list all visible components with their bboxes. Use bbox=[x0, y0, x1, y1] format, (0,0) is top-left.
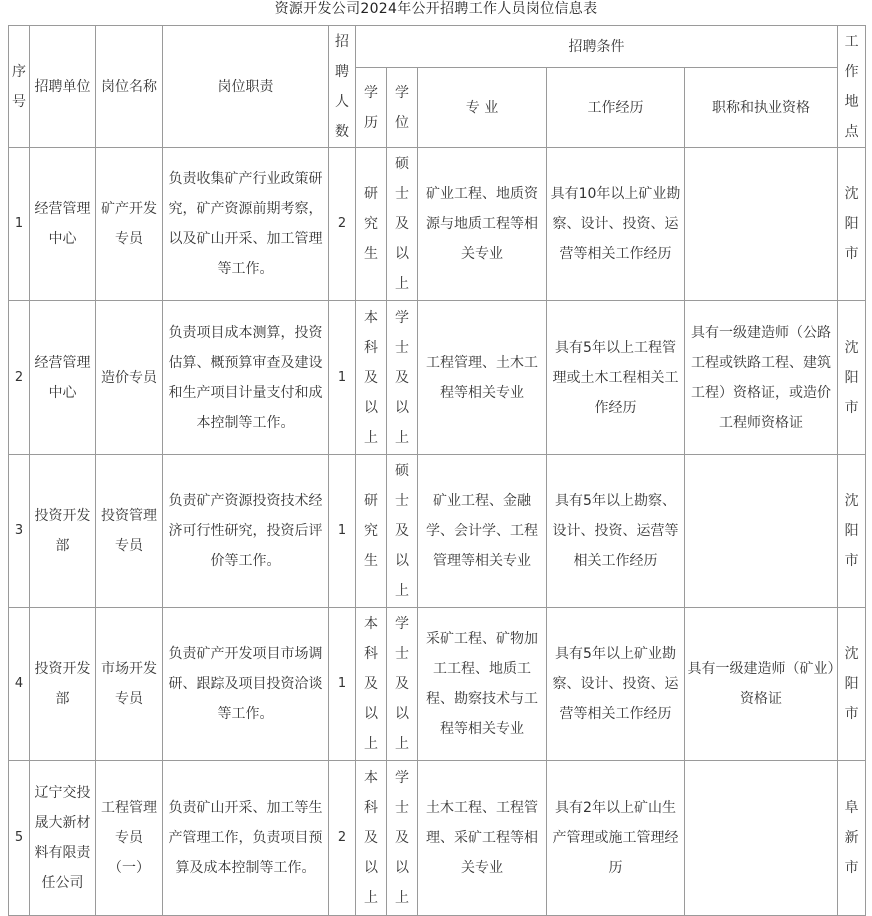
vertical-char: 以 bbox=[364, 706, 378, 722]
vertical-char: 历 bbox=[364, 114, 378, 131]
header-location bbox=[838, 26, 866, 148]
cell-degree bbox=[387, 301, 418, 455]
vertical-char: 聘 bbox=[335, 63, 349, 80]
cell-location bbox=[838, 608, 866, 761]
page-title: 资源开发公司2024年公开招聘工作人员岗位信息表 bbox=[274, 1, 598, 17]
vertical-char: 上 bbox=[364, 890, 378, 906]
vertical-char: 学 bbox=[395, 616, 409, 632]
header-row-1 bbox=[9, 26, 866, 68]
header-experience: 工作经历 bbox=[547, 68, 685, 148]
vertical-char: 市 bbox=[844, 553, 859, 569]
cell-education bbox=[356, 761, 387, 916]
vertical-char: 及 bbox=[364, 676, 378, 692]
vertical-char: 上 bbox=[395, 276, 409, 292]
cell-unit: 投资开发部 bbox=[30, 608, 96, 761]
vertical-char: 研 bbox=[364, 493, 378, 509]
cell-position: 工程管理专员（一） bbox=[96, 761, 163, 916]
cell-duties: 负责矿产开发项目市场调研、跟踪及项目投资洽谈等工作。 bbox=[163, 608, 329, 761]
cell-education bbox=[356, 148, 387, 301]
cell-unit: 投资开发部 bbox=[30, 455, 96, 608]
vertical-char: 学 bbox=[395, 770, 409, 786]
cell-experience: 具有5年以上勘察、设计、投资、运营等相关工作经历 bbox=[547, 455, 685, 608]
cell-qualification bbox=[685, 455, 838, 608]
cell-position: 投资管理专员 bbox=[96, 455, 163, 608]
header-conditions: 招聘条件 bbox=[356, 26, 838, 68]
vertical-char: 序 bbox=[12, 63, 26, 80]
vertical-char: 硕 bbox=[395, 156, 409, 172]
cell-count: 2 bbox=[329, 761, 356, 916]
vertical-char: 工 bbox=[844, 33, 859, 50]
table-row bbox=[9, 455, 866, 608]
cell-duties: 负责项目成本测算，投资估算、概预算审查及建设和生产项目计量支付和成本控制等工作。 bbox=[163, 301, 329, 455]
vertical-char: 士 bbox=[395, 186, 409, 202]
vertical-char: 究 bbox=[364, 216, 378, 232]
vertical-char: 上 bbox=[395, 736, 409, 752]
header-unit: 招聘单位 bbox=[30, 26, 96, 148]
vertical-char: 作 bbox=[844, 63, 859, 80]
vertical-char: 市 bbox=[844, 706, 859, 722]
vertical-char: 及 bbox=[395, 523, 409, 539]
vertical-char: 以 bbox=[364, 860, 378, 876]
vertical-char: 以 bbox=[395, 706, 409, 722]
vertical-char: 士 bbox=[395, 493, 409, 509]
table-row bbox=[9, 301, 866, 455]
vertical-char: 以 bbox=[364, 399, 378, 416]
vertical-char: 号 bbox=[12, 93, 26, 110]
vertical-char: 上 bbox=[395, 890, 409, 906]
cell-major: 矿业工程、金融学、会计学、工程管理等相关专业 bbox=[418, 455, 547, 608]
vertical-char: 上 bbox=[395, 583, 409, 599]
cell-position: 矿产开发专员 bbox=[96, 148, 163, 301]
vertical-char: 及 bbox=[364, 369, 378, 386]
cell-location bbox=[838, 455, 866, 608]
vertical-char: 以 bbox=[395, 860, 409, 876]
cell-unit: 辽宁交投晟大新材料有限责任公司 bbox=[30, 761, 96, 916]
vertical-char: 本 bbox=[364, 616, 378, 632]
cell-major: 工程管理、土木工程等相关专业 bbox=[418, 301, 547, 455]
vertical-char: 阳 bbox=[844, 676, 859, 692]
cell-degree bbox=[387, 148, 418, 301]
vertical-char: 上 bbox=[364, 429, 378, 446]
cell-count: 1 bbox=[329, 608, 356, 761]
vertical-char: 学 bbox=[395, 309, 409, 326]
vertical-char: 地 bbox=[844, 93, 859, 110]
cell-seq: 1 bbox=[9, 148, 30, 301]
vertical-char: 点 bbox=[844, 123, 859, 140]
vertical-char: 上 bbox=[395, 429, 409, 446]
cell-degree bbox=[387, 761, 418, 916]
cell-seq: 5 bbox=[9, 761, 30, 916]
cell-qualification: 具有一级建造师（公路工程或铁路工程、建筑工程）资格证，或造价工程师资格证 bbox=[685, 301, 838, 455]
vertical-char: 阜 bbox=[844, 800, 859, 816]
cell-qualification bbox=[685, 761, 838, 916]
header-seq bbox=[9, 26, 30, 148]
vertical-char: 新 bbox=[844, 830, 859, 846]
vertical-char: 沈 bbox=[844, 646, 859, 662]
vertical-char: 硕 bbox=[395, 463, 409, 479]
vertical-char: 沈 bbox=[844, 493, 859, 509]
vertical-char: 招 bbox=[335, 33, 349, 50]
vertical-char: 科 bbox=[364, 800, 378, 816]
cell-major: 土木工程、工程管理、采矿工程等相关专业 bbox=[418, 761, 547, 916]
cell-seq: 3 bbox=[9, 455, 30, 608]
vertical-char: 沈 bbox=[844, 186, 859, 202]
vertical-char: 数 bbox=[335, 123, 349, 140]
vertical-char: 生 bbox=[364, 553, 378, 569]
vertical-char: 及 bbox=[395, 369, 409, 386]
vertical-char: 阳 bbox=[844, 523, 859, 539]
vertical-char: 及 bbox=[395, 676, 409, 692]
vertical-char: 研 bbox=[364, 186, 378, 202]
cell-qualification bbox=[685, 148, 838, 301]
cell-experience: 具有5年以上工程管理或土木工程相关工作经历 bbox=[547, 301, 685, 455]
vertical-char: 阳 bbox=[844, 216, 859, 232]
cell-experience: 具有2年以上矿山生产管理或施工管理经历 bbox=[547, 761, 685, 916]
cell-duties: 负责收集矿产行业政策研究，矿产资源前期考察，以及矿山开采、加工管理等工作。 bbox=[163, 148, 329, 301]
cell-education bbox=[356, 455, 387, 608]
cell-seq: 4 bbox=[9, 608, 30, 761]
table-row bbox=[9, 761, 866, 916]
table-row bbox=[9, 148, 866, 301]
cell-location bbox=[838, 301, 866, 455]
cell-unit: 经营管理中心 bbox=[30, 301, 96, 455]
cell-count: 2 bbox=[329, 148, 356, 301]
vertical-char: 本 bbox=[364, 309, 378, 326]
vertical-char: 上 bbox=[364, 736, 378, 752]
cell-major: 采矿工程、矿物加工工程、地质工程、勘察技术与工程等相关专业 bbox=[418, 608, 547, 761]
header-qualification: 职称和执业资格 bbox=[685, 68, 838, 148]
header-duties: 岗位职责 bbox=[163, 26, 329, 148]
cell-education bbox=[356, 608, 387, 761]
vertical-char: 市 bbox=[844, 860, 859, 876]
cell-experience: 具有5年以上矿业勘察、设计、投资、运营等相关工作经历 bbox=[547, 608, 685, 761]
vertical-char: 科 bbox=[364, 339, 378, 356]
header-education bbox=[356, 68, 387, 148]
vertical-char: 本 bbox=[364, 770, 378, 786]
cell-count: 1 bbox=[329, 301, 356, 455]
vertical-char: 科 bbox=[364, 646, 378, 662]
vertical-char: 人 bbox=[335, 93, 349, 110]
vertical-char: 市 bbox=[844, 246, 859, 262]
cell-qualification: 具有一级建造师（矿业）资格证 bbox=[685, 608, 838, 761]
vertical-char: 及 bbox=[395, 216, 409, 232]
header-major: 专 业 bbox=[418, 68, 547, 148]
recruitment-table bbox=[8, 25, 866, 916]
vertical-char: 沈 bbox=[844, 339, 859, 356]
vertical-char: 士 bbox=[395, 800, 409, 816]
vertical-char: 市 bbox=[844, 399, 859, 416]
vertical-char: 位 bbox=[395, 114, 409, 131]
cell-unit: 经营管理中心 bbox=[30, 148, 96, 301]
vertical-char: 学 bbox=[395, 84, 409, 101]
vertical-char: 以 bbox=[395, 246, 409, 262]
header-degree bbox=[387, 68, 418, 148]
vertical-char: 士 bbox=[395, 339, 409, 356]
vertical-char: 及 bbox=[364, 830, 378, 846]
cell-count: 1 bbox=[329, 455, 356, 608]
cell-seq: 2 bbox=[9, 301, 30, 455]
cell-location bbox=[838, 148, 866, 301]
vertical-char: 以 bbox=[395, 399, 409, 416]
vertical-char: 阳 bbox=[844, 369, 859, 386]
cell-duties: 负责矿山开采、加工等生产管理工作，负责项目预算及成本控制等工作。 bbox=[163, 761, 329, 916]
vertical-char: 学 bbox=[364, 84, 378, 101]
cell-major: 矿业工程、地质资源与地质工程等相关专业 bbox=[418, 148, 547, 301]
cell-position: 造价专员 bbox=[96, 301, 163, 455]
cell-location bbox=[838, 761, 866, 916]
vertical-char: 及 bbox=[395, 830, 409, 846]
vertical-char: 生 bbox=[364, 246, 378, 262]
header-count bbox=[329, 26, 356, 148]
vertical-char: 究 bbox=[364, 523, 378, 539]
cell-duties: 负责矿产资源投资技术经济可行性研究，投资后评价等工作。 bbox=[163, 455, 329, 608]
cell-education bbox=[356, 301, 387, 455]
vertical-char: 以 bbox=[395, 553, 409, 569]
table-row bbox=[9, 608, 866, 761]
header-position: 岗位名称 bbox=[96, 26, 163, 148]
cell-degree bbox=[387, 608, 418, 761]
cell-degree bbox=[387, 455, 418, 608]
cell-experience: 具有10年以上矿业勘察、设计、投资、运营等相关工作经历 bbox=[547, 148, 685, 301]
cell-position: 市场开发专员 bbox=[96, 608, 163, 761]
vertical-char: 士 bbox=[395, 646, 409, 662]
